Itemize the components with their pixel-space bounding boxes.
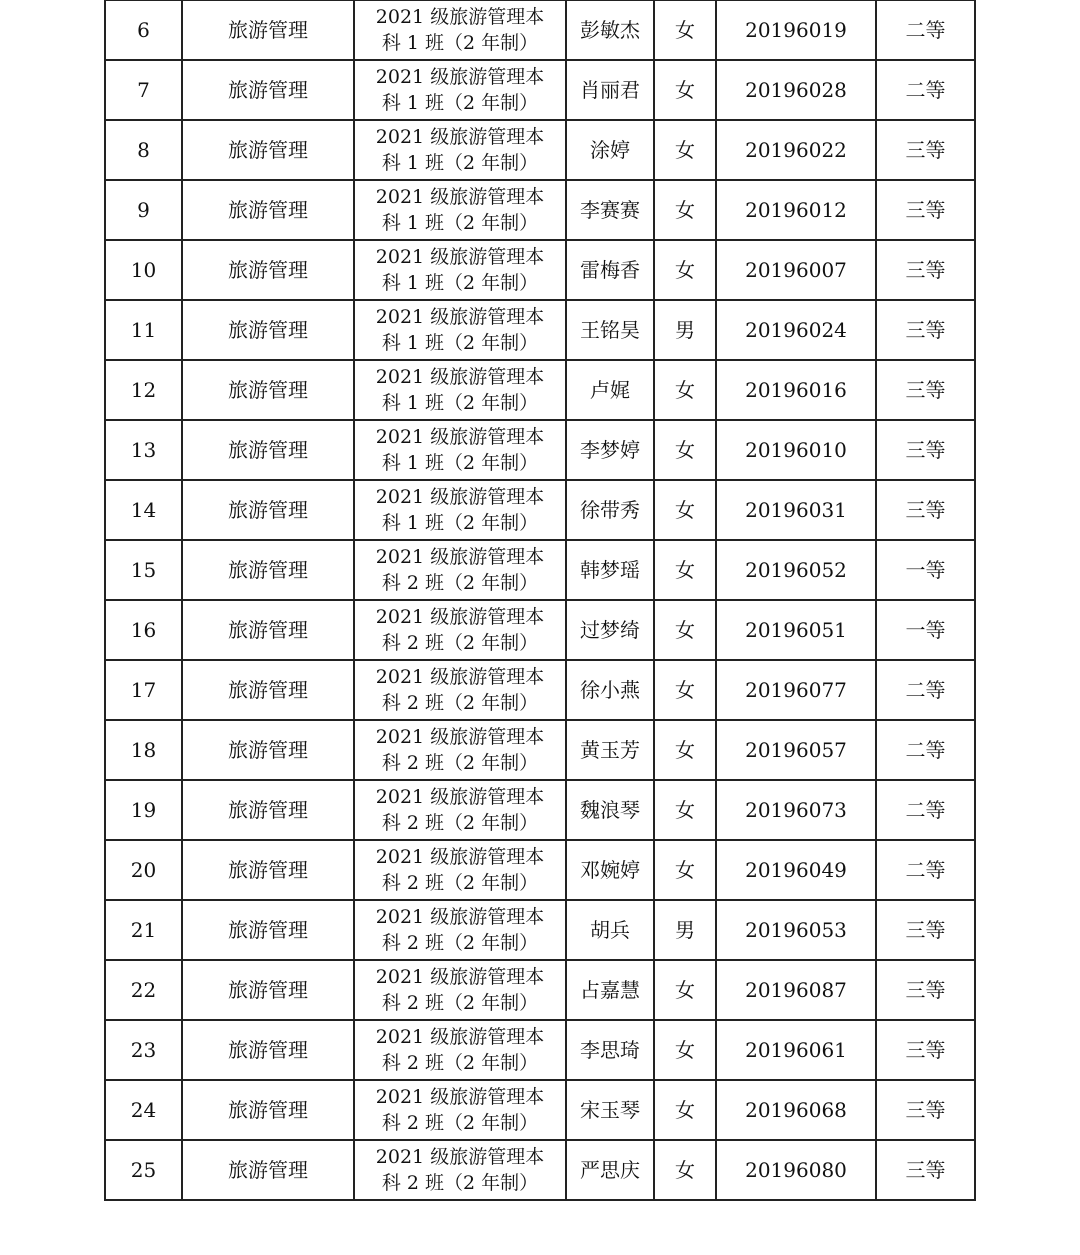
gender-cell: 女 bbox=[654, 180, 716, 240]
student-id-cell: 20196028 bbox=[716, 60, 876, 120]
major-cell: 旅游管理 bbox=[182, 720, 354, 780]
table-row bbox=[105, 600, 975, 660]
class-line-2: 科 2 班（2 年制） bbox=[381, 572, 539, 594]
class-cell bbox=[354, 420, 566, 480]
class-cell bbox=[354, 1140, 566, 1200]
student-name-cell: 李思琦 bbox=[566, 1020, 654, 1080]
table-row bbox=[105, 360, 975, 420]
student-id-cell: 20196053 bbox=[716, 900, 876, 960]
class-cell bbox=[354, 1080, 566, 1140]
award-level-cell: 三等 bbox=[876, 300, 975, 360]
award-level-cell: 三等 bbox=[876, 960, 975, 1020]
gender-cell: 女 bbox=[654, 660, 716, 720]
award-level-cell: 三等 bbox=[876, 1140, 975, 1200]
award-level-cell: 三等 bbox=[876, 420, 975, 480]
row-number: 14 bbox=[105, 480, 182, 540]
table-body bbox=[105, 0, 975, 1200]
major-cell: 旅游管理 bbox=[182, 360, 354, 420]
gender-cell: 女 bbox=[654, 60, 716, 120]
class-line-1: 2021 级旅游管理本 bbox=[375, 426, 545, 448]
award-level-cell: 三等 bbox=[876, 120, 975, 180]
table-row bbox=[105, 180, 975, 240]
row-number: 20 bbox=[105, 840, 182, 900]
award-level-cell: 二等 bbox=[876, 660, 975, 720]
gender-cell: 女 bbox=[654, 0, 716, 60]
table-row bbox=[105, 120, 975, 180]
major-cell: 旅游管理 bbox=[182, 300, 354, 360]
major-cell: 旅游管理 bbox=[182, 540, 354, 600]
class-line-2: 科 1 班（2 年制） bbox=[381, 332, 539, 354]
class-cell bbox=[354, 540, 566, 600]
class-cell bbox=[354, 360, 566, 420]
table-row bbox=[105, 720, 975, 780]
student-name-cell: 魏浪琴 bbox=[566, 780, 654, 840]
class-cell bbox=[354, 300, 566, 360]
class-cell bbox=[354, 120, 566, 180]
major-cell: 旅游管理 bbox=[182, 120, 354, 180]
row-number: 11 bbox=[105, 300, 182, 360]
award-level-cell: 二等 bbox=[876, 840, 975, 900]
student-id-cell: 20196057 bbox=[716, 720, 876, 780]
award-level-cell: 三等 bbox=[876, 900, 975, 960]
student-name-cell: 胡兵 bbox=[566, 900, 654, 960]
row-number: 22 bbox=[105, 960, 182, 1020]
class-cell bbox=[354, 240, 566, 300]
gender-cell: 女 bbox=[654, 780, 716, 840]
major-cell: 旅游管理 bbox=[182, 660, 354, 720]
major-cell: 旅游管理 bbox=[182, 900, 354, 960]
student-name-cell: 宋玉琴 bbox=[566, 1080, 654, 1140]
student-name-cell: 李梦婷 bbox=[566, 420, 654, 480]
award-level-cell: 三等 bbox=[876, 1020, 975, 1080]
table-row bbox=[105, 1020, 975, 1080]
table-row bbox=[105, 540, 975, 600]
gender-cell: 女 bbox=[654, 420, 716, 480]
gender-cell: 女 bbox=[654, 1020, 716, 1080]
student-id-cell: 20196012 bbox=[716, 180, 876, 240]
award-level-cell: 三等 bbox=[876, 180, 975, 240]
student-name-cell: 黄玉芳 bbox=[566, 720, 654, 780]
row-number: 9 bbox=[105, 180, 182, 240]
class-line-1: 2021 级旅游管理本 bbox=[375, 966, 545, 988]
major-cell: 旅游管理 bbox=[182, 600, 354, 660]
class-line-1: 2021 级旅游管理本 bbox=[375, 366, 545, 388]
student-id-cell: 20196077 bbox=[716, 660, 876, 720]
gender-cell: 女 bbox=[654, 960, 716, 1020]
student-name-cell: 雷梅香 bbox=[566, 240, 654, 300]
row-number: 19 bbox=[105, 780, 182, 840]
class-line-1: 2021 级旅游管理本 bbox=[375, 1146, 545, 1168]
class-line-1: 2021 级旅游管理本 bbox=[375, 846, 545, 868]
student-name-cell: 徐带秀 bbox=[566, 480, 654, 540]
class-line-2: 科 1 班（2 年制） bbox=[381, 392, 539, 414]
award-level-cell: 一等 bbox=[876, 540, 975, 600]
major-cell: 旅游管理 bbox=[182, 840, 354, 900]
table-row bbox=[105, 780, 975, 840]
award-level-cell: 二等 bbox=[876, 0, 975, 60]
gender-cell: 女 bbox=[654, 1080, 716, 1140]
award-level-cell: 三等 bbox=[876, 1080, 975, 1140]
class-cell bbox=[354, 600, 566, 660]
gender-cell: 女 bbox=[654, 240, 716, 300]
major-cell: 旅游管理 bbox=[182, 1140, 354, 1200]
class-line-1: 2021 级旅游管理本 bbox=[375, 786, 545, 808]
student-name-cell: 徐小燕 bbox=[566, 660, 654, 720]
class-line-2: 科 2 班（2 年制） bbox=[381, 872, 539, 894]
table-row bbox=[105, 1140, 975, 1200]
class-line-2: 科 2 班（2 年制） bbox=[381, 812, 539, 834]
student-name-cell: 李赛赛 bbox=[566, 180, 654, 240]
student-id-cell: 20196052 bbox=[716, 540, 876, 600]
table-row bbox=[105, 240, 975, 300]
class-line-2: 科 2 班（2 年制） bbox=[381, 992, 539, 1014]
table-row bbox=[105, 420, 975, 480]
class-line-1: 2021 级旅游管理本 bbox=[375, 186, 545, 208]
class-line-1: 2021 级旅游管理本 bbox=[375, 1026, 545, 1048]
student-id-cell: 20196007 bbox=[716, 240, 876, 300]
class-cell bbox=[354, 840, 566, 900]
student-id-cell: 20196022 bbox=[716, 120, 876, 180]
gender-cell: 男 bbox=[654, 300, 716, 360]
table-row bbox=[105, 900, 975, 960]
major-cell: 旅游管理 bbox=[182, 960, 354, 1020]
award-list-table-wrapper bbox=[104, 0, 974, 1201]
class-cell bbox=[354, 60, 566, 120]
major-cell: 旅游管理 bbox=[182, 780, 354, 840]
row-number: 24 bbox=[105, 1080, 182, 1140]
student-name-cell: 彭敏杰 bbox=[566, 0, 654, 60]
major-cell: 旅游管理 bbox=[182, 240, 354, 300]
student-name-cell: 过梦绮 bbox=[566, 600, 654, 660]
student-id-cell: 20196068 bbox=[716, 1080, 876, 1140]
award-level-cell: 一等 bbox=[876, 600, 975, 660]
student-name-cell: 邓婉婷 bbox=[566, 840, 654, 900]
major-cell: 旅游管理 bbox=[182, 480, 354, 540]
student-name-cell: 卢娓 bbox=[566, 360, 654, 420]
major-cell: 旅游管理 bbox=[182, 420, 354, 480]
class-line-2: 科 1 班（2 年制） bbox=[381, 212, 539, 234]
class-line-1: 2021 级旅游管理本 bbox=[375, 6, 545, 28]
row-number: 21 bbox=[105, 900, 182, 960]
row-number: 7 bbox=[105, 60, 182, 120]
student-id-cell: 20196016 bbox=[716, 360, 876, 420]
class-line-1: 2021 级旅游管理本 bbox=[375, 66, 545, 88]
class-line-2: 科 1 班（2 年制） bbox=[381, 272, 539, 294]
row-number: 25 bbox=[105, 1140, 182, 1200]
student-id-cell: 20196061 bbox=[716, 1020, 876, 1080]
table-row bbox=[105, 300, 975, 360]
gender-cell: 女 bbox=[654, 120, 716, 180]
major-cell: 旅游管理 bbox=[182, 0, 354, 60]
class-cell bbox=[354, 180, 566, 240]
table-row bbox=[105, 60, 975, 120]
row-number: 10 bbox=[105, 240, 182, 300]
table-row bbox=[105, 1080, 975, 1140]
class-line-1: 2021 级旅游管理本 bbox=[375, 486, 545, 508]
class-cell bbox=[354, 900, 566, 960]
award-level-cell: 二等 bbox=[876, 60, 975, 120]
class-line-2: 科 1 班（2 年制） bbox=[381, 152, 539, 174]
student-id-cell: 20196019 bbox=[716, 0, 876, 60]
student-id-cell: 20196010 bbox=[716, 420, 876, 480]
class-line-2: 科 2 班（2 年制） bbox=[381, 692, 539, 714]
class-cell bbox=[354, 1020, 566, 1080]
class-line-2: 科 2 班（2 年制） bbox=[381, 752, 539, 774]
class-cell bbox=[354, 780, 566, 840]
major-cell: 旅游管理 bbox=[182, 60, 354, 120]
student-name-cell: 占嘉慧 bbox=[566, 960, 654, 1020]
class-line-2: 科 1 班（2 年制） bbox=[381, 512, 539, 534]
class-cell bbox=[354, 960, 566, 1020]
class-line-2: 科 2 班（2 年制） bbox=[381, 1052, 539, 1074]
class-line-1: 2021 级旅游管理本 bbox=[375, 126, 545, 148]
class-cell bbox=[354, 0, 566, 60]
table-row bbox=[105, 480, 975, 540]
class-line-2: 科 1 班（2 年制） bbox=[381, 452, 539, 474]
table-row bbox=[105, 960, 975, 1020]
row-number: 16 bbox=[105, 600, 182, 660]
award-level-cell: 二等 bbox=[876, 780, 975, 840]
table-row bbox=[105, 840, 975, 900]
student-name-cell: 韩梦瑶 bbox=[566, 540, 654, 600]
student-id-cell: 20196049 bbox=[716, 840, 876, 900]
student-id-cell: 20196087 bbox=[716, 960, 876, 1020]
gender-cell: 女 bbox=[654, 480, 716, 540]
class-line-1: 2021 级旅游管理本 bbox=[375, 726, 545, 748]
class-cell bbox=[354, 720, 566, 780]
student-name-cell: 王铭昊 bbox=[566, 300, 654, 360]
class-line-2: 科 2 班（2 年制） bbox=[381, 932, 539, 954]
student-name-cell: 严思庆 bbox=[566, 1140, 654, 1200]
award-level-cell: 三等 bbox=[876, 480, 975, 540]
class-line-1: 2021 级旅游管理本 bbox=[375, 906, 545, 928]
table-row bbox=[105, 0, 975, 60]
gender-cell: 女 bbox=[654, 540, 716, 600]
class-line-1: 2021 级旅游管理本 bbox=[375, 666, 545, 688]
row-number: 13 bbox=[105, 420, 182, 480]
award-list-table bbox=[104, 0, 976, 1201]
gender-cell: 女 bbox=[654, 720, 716, 780]
row-number: 12 bbox=[105, 360, 182, 420]
class-line-1: 2021 级旅游管理本 bbox=[375, 606, 545, 628]
major-cell: 旅游管理 bbox=[182, 180, 354, 240]
student-name-cell: 肖丽君 bbox=[566, 60, 654, 120]
row-number: 17 bbox=[105, 660, 182, 720]
gender-cell: 男 bbox=[654, 900, 716, 960]
student-id-cell: 20196024 bbox=[716, 300, 876, 360]
award-level-cell: 三等 bbox=[876, 240, 975, 300]
class-line-2: 科 1 班（2 年制） bbox=[381, 92, 539, 114]
student-id-cell: 20196073 bbox=[716, 780, 876, 840]
class-line-2: 科 2 班（2 年制） bbox=[381, 1112, 539, 1134]
gender-cell: 女 bbox=[654, 840, 716, 900]
class-line-1: 2021 级旅游管理本 bbox=[375, 246, 545, 268]
class-line-2: 科 2 班（2 年制） bbox=[381, 632, 539, 654]
gender-cell: 女 bbox=[654, 360, 716, 420]
table-row bbox=[105, 660, 975, 720]
major-cell: 旅游管理 bbox=[182, 1020, 354, 1080]
row-number: 23 bbox=[105, 1020, 182, 1080]
class-cell bbox=[354, 660, 566, 720]
award-level-cell: 三等 bbox=[876, 360, 975, 420]
major-cell: 旅游管理 bbox=[182, 1080, 354, 1140]
class-line-1: 2021 级旅游管理本 bbox=[375, 546, 545, 568]
row-number: 18 bbox=[105, 720, 182, 780]
row-number: 15 bbox=[105, 540, 182, 600]
gender-cell: 女 bbox=[654, 600, 716, 660]
student-id-cell: 20196051 bbox=[716, 600, 876, 660]
class-line-1: 2021 级旅游管理本 bbox=[375, 1086, 545, 1108]
student-id-cell: 20196031 bbox=[716, 480, 876, 540]
award-level-cell: 二等 bbox=[876, 720, 975, 780]
class-line-2: 科 2 班（2 年制） bbox=[381, 1172, 539, 1194]
gender-cell: 女 bbox=[654, 1140, 716, 1200]
class-line-1: 2021 级旅游管理本 bbox=[375, 306, 545, 328]
class-line-2: 科 1 班（2 年制） bbox=[381, 32, 539, 54]
student-name-cell: 涂婷 bbox=[566, 120, 654, 180]
row-number: 8 bbox=[105, 120, 182, 180]
row-number: 6 bbox=[105, 0, 182, 60]
student-id-cell: 20196080 bbox=[716, 1140, 876, 1200]
class-cell bbox=[354, 480, 566, 540]
